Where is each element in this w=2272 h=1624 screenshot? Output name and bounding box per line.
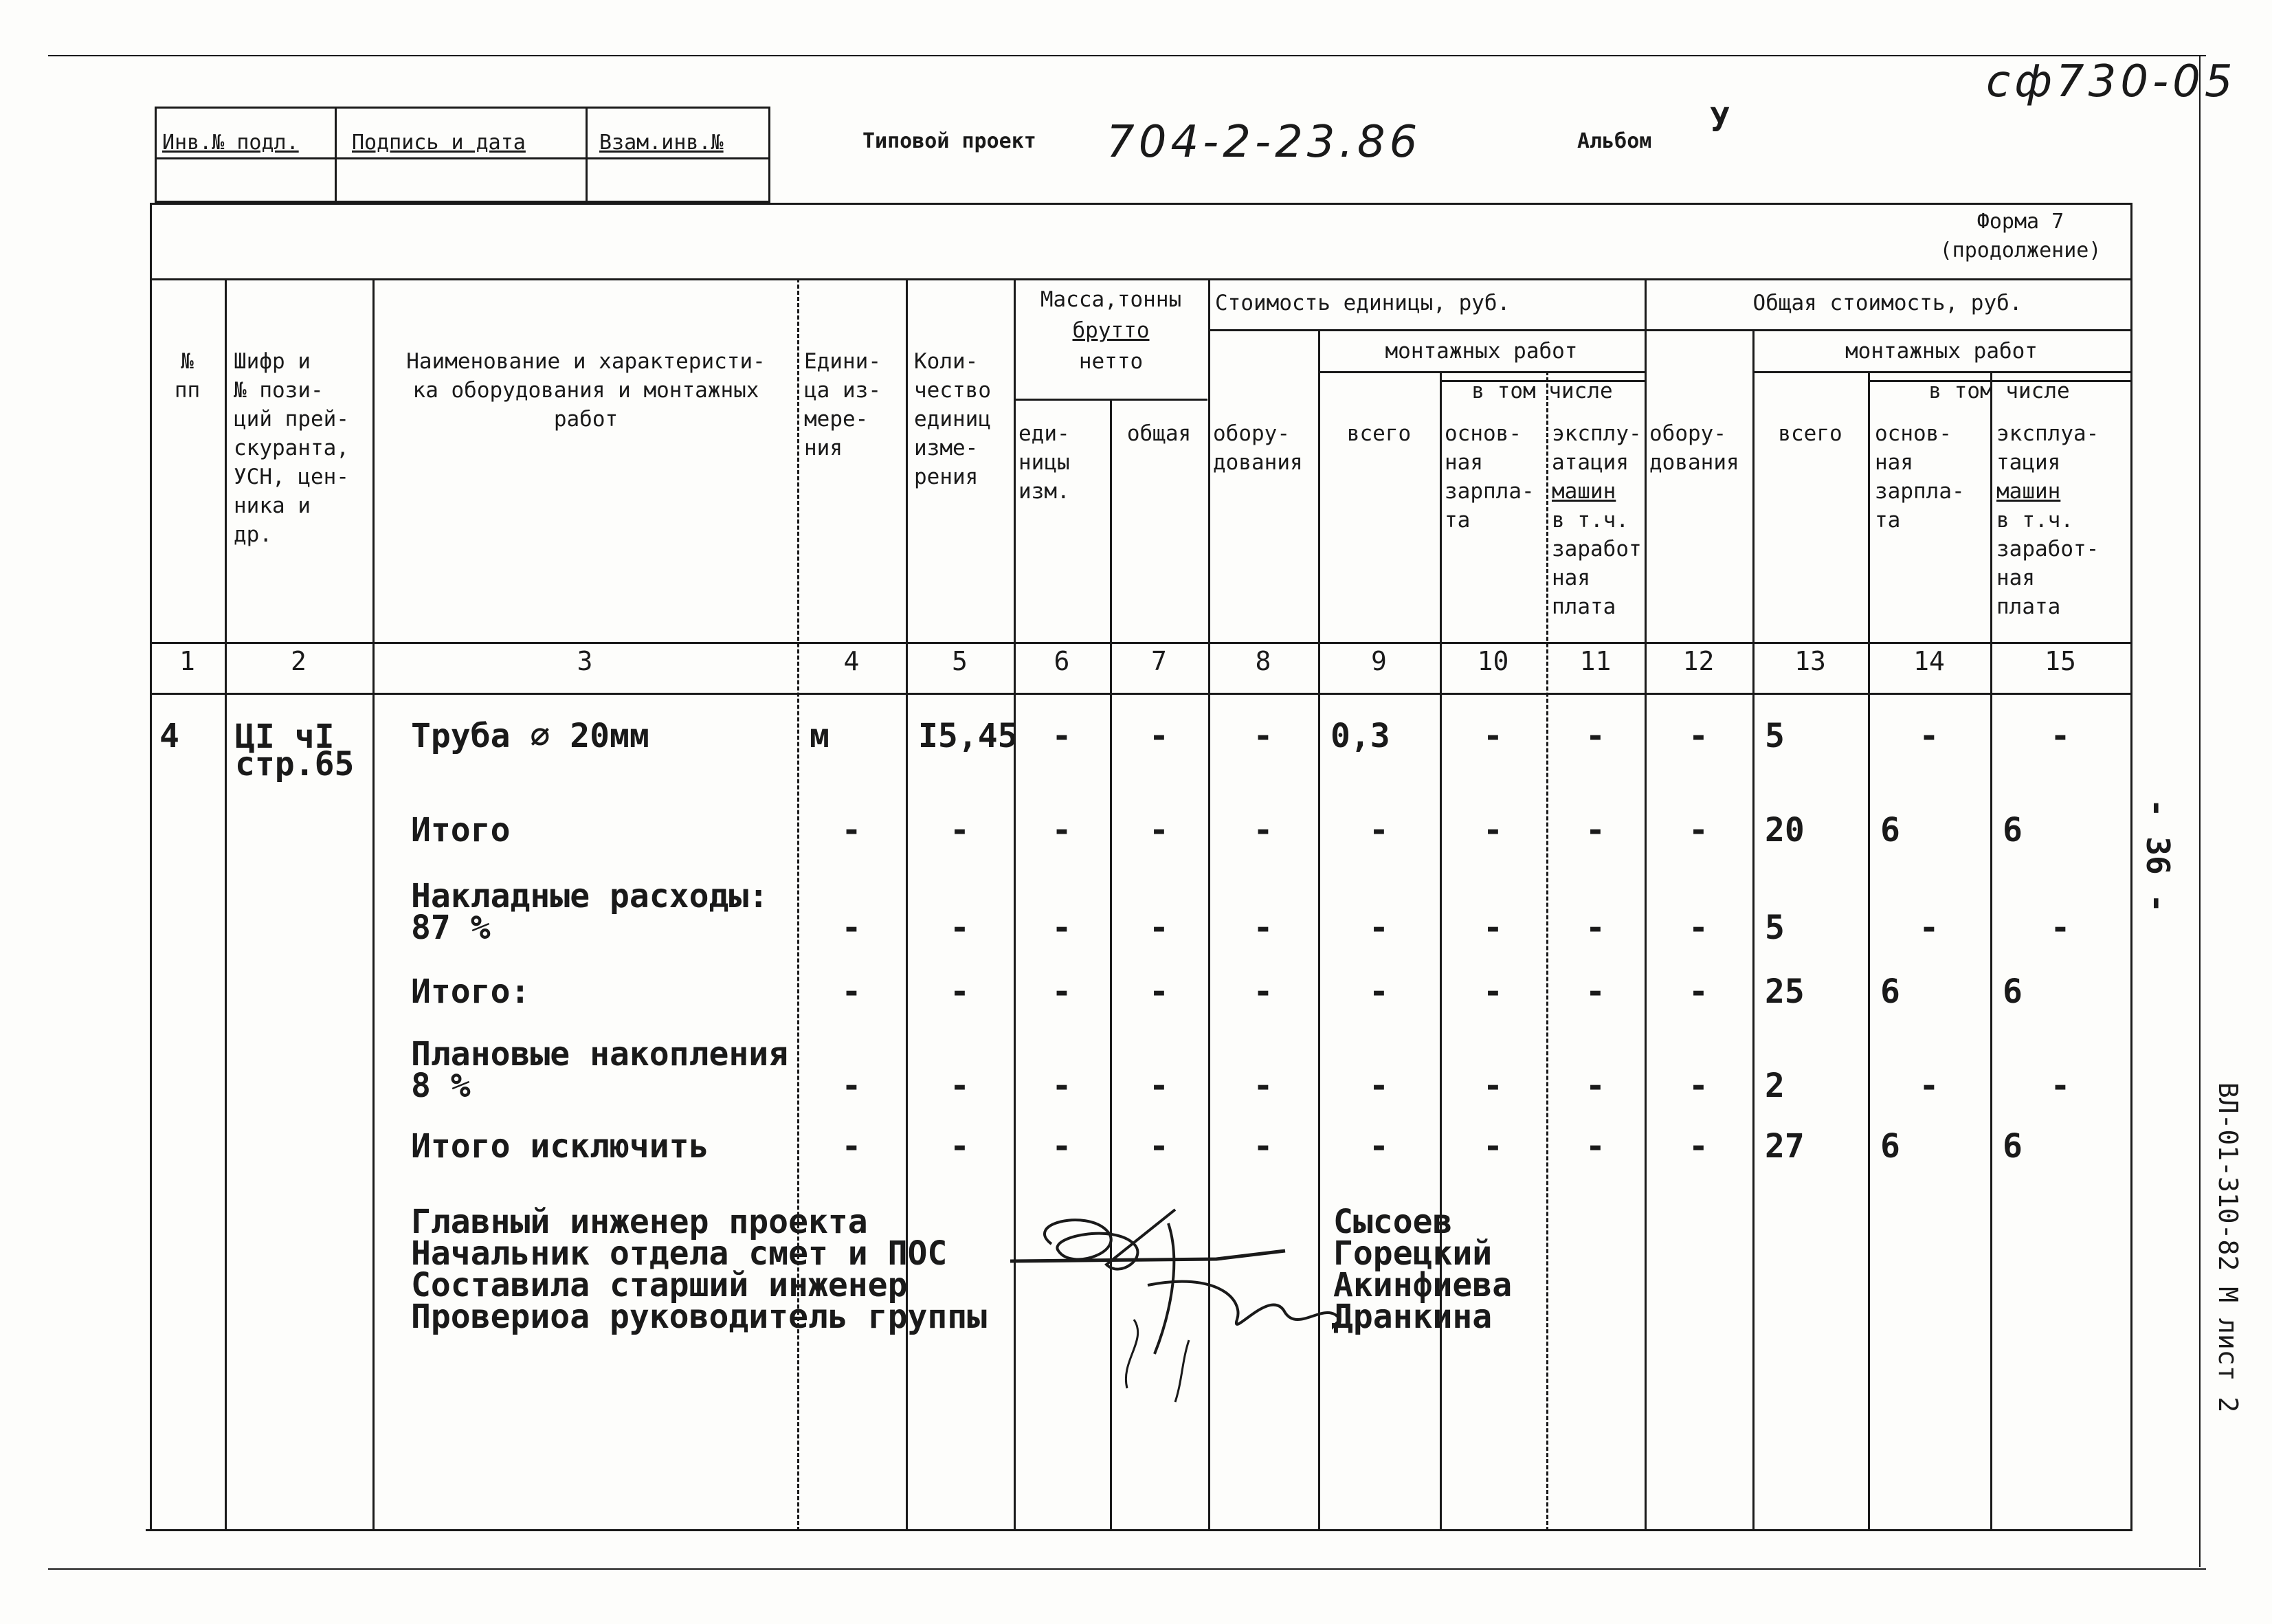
cell-c6: - <box>1051 1127 1072 1166</box>
cell-c15: 6 <box>2003 1127 2023 1166</box>
cell-c12: - <box>1689 1127 1708 1166</box>
cell-c9: - <box>1369 1067 1389 1105</box>
header-col15-machines: машин <box>1996 479 2061 504</box>
cell-c10: - <box>1483 717 1503 755</box>
cell-c4: м <box>810 717 829 755</box>
side-code: ВЛ-01-310-82 М лист 2 <box>2213 1082 2243 1413</box>
header-montazh1: монтажных работ <box>1385 339 1578 364</box>
header-mass: Масса,тонны <box>1040 287 1182 312</box>
col-number: 3 <box>577 646 593 676</box>
header-col13: всего <box>1778 421 1842 446</box>
cell-c12: - <box>1689 972 1708 1011</box>
cell-c13: 2 <box>1765 1067 1785 1105</box>
cell-c15: 6 <box>2003 811 2023 849</box>
cell-c13: 20 <box>1765 811 1805 849</box>
col-number: 11 <box>1579 646 1612 676</box>
cell-c8: - <box>1253 909 1273 947</box>
header-vtch2: в том числе <box>1928 379 2070 403</box>
header-total-cost: Общая стоимость, руб. <box>1752 291 2023 315</box>
stamp-inv-podl: Инв.№ подл. <box>162 131 299 155</box>
cell-c9: - <box>1369 909 1389 947</box>
cell-c13: 5 <box>1765 717 1785 755</box>
col-number: 10 <box>1477 646 1509 676</box>
col-number: 6 <box>1054 646 1070 676</box>
row-number: 4 <box>159 717 179 755</box>
cell-c15: - <box>2050 1067 2071 1105</box>
signature-titles: Главный инженер проекта Начальник отдела смет и ПОС Составила старший инженер Провериоа руководитель группы <box>411 1203 988 1336</box>
cell-c7: - <box>1149 717 1169 755</box>
signature-names: Сысоев Горецкий Акинфиева Дранкина <box>1333 1203 1513 1336</box>
cell-c14: - <box>1919 717 1939 755</box>
cell-c14: 6 <box>1880 972 1900 1011</box>
cell-c5: - <box>950 1067 970 1105</box>
forma-label: Форма 7 <box>1976 210 2064 234</box>
cell-c9: - <box>1369 972 1389 1011</box>
cell-c10: - <box>1483 972 1503 1011</box>
header-col11-bottom: в т.ч. заработ ная плата <box>1552 508 1642 619</box>
project-number: 704-2-23.86 <box>1106 117 1422 168</box>
cell-c15: - <box>2050 717 2071 755</box>
cell-c15: - <box>2050 909 2071 947</box>
header-col14: основ- ная зарпла- та <box>1875 421 1965 533</box>
cell-c12: - <box>1689 811 1708 849</box>
header-col11-top: эксплу- атация <box>1552 421 1642 475</box>
header-col15-bottom: в т.ч. заработ- ная плата <box>1996 508 2100 619</box>
cell-c8: - <box>1253 717 1273 755</box>
album-value: У <box>1710 101 1730 140</box>
header-col9: всего <box>1346 421 1412 446</box>
cell-c5: - <box>950 909 970 947</box>
cell-c4: - <box>841 811 862 849</box>
cell-c10: - <box>1483 909 1503 947</box>
col-number: 5 <box>952 646 968 676</box>
row-item-name: Труба ∅ 20мм <box>411 717 649 755</box>
header-col6: еди- ницы изм. <box>1018 421 1070 504</box>
header-col7: общая <box>1126 421 1192 446</box>
row-item-name: Плановые накопления 8 % <box>411 1035 789 1105</box>
cell-c11: - <box>1585 1067 1605 1105</box>
header-vtch1: в том числе <box>1471 379 1613 403</box>
cell-c9: 0,3 <box>1330 717 1390 755</box>
header-col10: основ- ная зарпла- та <box>1445 421 1535 533</box>
cell-c5: - <box>950 811 970 849</box>
cell-c6: - <box>1051 1067 1072 1105</box>
cell-c11: - <box>1585 717 1605 755</box>
col-number: 1 <box>179 646 195 676</box>
cell-c11: - <box>1585 1127 1605 1166</box>
stamp-signature-date: Подпись и дата <box>352 131 526 155</box>
cell-c12: - <box>1689 717 1708 755</box>
cell-c6: - <box>1051 811 1072 849</box>
cell-c4: - <box>841 972 862 1011</box>
cell-c15: 6 <box>2003 972 2023 1011</box>
row-item-name: Накладные расходы: 87 % <box>411 877 769 947</box>
cell-c5: I5,45 <box>918 717 1018 755</box>
cell-c7: - <box>1149 1067 1169 1105</box>
cell-c12: - <box>1689 1067 1708 1105</box>
header-col4: Едини- ца из- мере- ния <box>804 349 881 460</box>
row-code: ЦI чI стр.65 <box>235 718 355 783</box>
handwritten-signatures <box>1010 1182 1533 1409</box>
page-number: - 36 - <box>2139 798 2176 913</box>
cell-c6: - <box>1051 972 1072 1011</box>
stamp-vzam: Взам.инв.№ <box>599 131 724 155</box>
header-col12: обору- дования <box>1649 421 1739 475</box>
header-mass-brutto: брутто <box>1072 318 1150 343</box>
cell-c8: - <box>1253 1067 1273 1105</box>
col-number: 12 <box>1682 646 1715 676</box>
project-label: Типовой проект <box>862 129 1036 153</box>
col-number: 8 <box>1255 646 1271 676</box>
cell-c4: - <box>841 1067 862 1105</box>
col-number: 14 <box>1913 646 1945 676</box>
header-col8: обору- дования <box>1213 421 1303 475</box>
cell-c11: - <box>1585 909 1605 947</box>
cell-c5: - <box>950 1127 970 1166</box>
cell-c13: 25 <box>1765 972 1805 1011</box>
cell-c8: - <box>1253 972 1273 1011</box>
cell-c6: - <box>1051 717 1072 755</box>
cell-c14: 6 <box>1880 1127 1900 1166</box>
row-item-name: Итого <box>411 811 511 849</box>
col-number: 7 <box>1151 646 1167 676</box>
col-number: 9 <box>1371 646 1387 676</box>
cell-c5: - <box>950 972 970 1011</box>
cell-c4: - <box>841 909 862 947</box>
cell-c9: - <box>1369 811 1389 849</box>
header-col2: Шифр и № пози- ций прей- скуранта, УСН, цен- ника и др. <box>234 349 349 547</box>
header-unit-cost: Стоимость единицы, руб. <box>1215 291 1511 315</box>
cell-c10: - <box>1483 811 1503 849</box>
cell-c14: 6 <box>1880 811 1900 849</box>
cell-c7: - <box>1149 1127 1169 1166</box>
cell-c10: - <box>1483 1067 1503 1105</box>
header-mass-netto: нетто <box>1078 349 1144 374</box>
header-col11-machines: машин <box>1552 479 1616 504</box>
cell-c11: - <box>1585 972 1605 1011</box>
cell-c14: - <box>1919 909 1939 947</box>
col-number: 15 <box>2045 646 2076 676</box>
album-label: Альбом <box>1577 129 1652 153</box>
cell-c8: - <box>1253 1127 1273 1166</box>
cell-c7: - <box>1149 811 1169 849</box>
header-col3: Наименование и характеристи- ка оборудования и монтажных работ <box>406 349 766 432</box>
cell-c9: - <box>1369 1127 1389 1166</box>
forma-continuation: (продолжение) <box>1939 238 2102 263</box>
header-col15-top: эксплуа- тация <box>1996 421 2100 475</box>
cell-c13: 27 <box>1765 1127 1805 1166</box>
col-number: 4 <box>843 646 860 676</box>
document-code: сф730-05 <box>1986 56 2237 107</box>
cell-c11: - <box>1585 811 1605 849</box>
cell-c10: - <box>1483 1127 1503 1166</box>
cell-c8: - <box>1253 811 1273 849</box>
cell-c7: - <box>1149 909 1169 947</box>
cell-c12: - <box>1689 909 1708 947</box>
row-item-name: Итого исключить <box>411 1127 709 1166</box>
cell-c7: - <box>1149 972 1169 1011</box>
cell-c14: - <box>1919 1067 1939 1105</box>
cell-c13: 5 <box>1765 909 1785 947</box>
cell-c6: - <box>1051 909 1072 947</box>
header-montazh2: монтажных работ <box>1845 339 2038 364</box>
header-col5: Коли- чество единиц изме- рения <box>914 349 991 489</box>
row-item-name: Итого: <box>411 972 531 1011</box>
header-col1: № пп <box>174 349 201 403</box>
col-number: 2 <box>291 646 307 676</box>
cell-c4: - <box>841 1127 862 1166</box>
col-number: 13 <box>1794 646 1826 676</box>
